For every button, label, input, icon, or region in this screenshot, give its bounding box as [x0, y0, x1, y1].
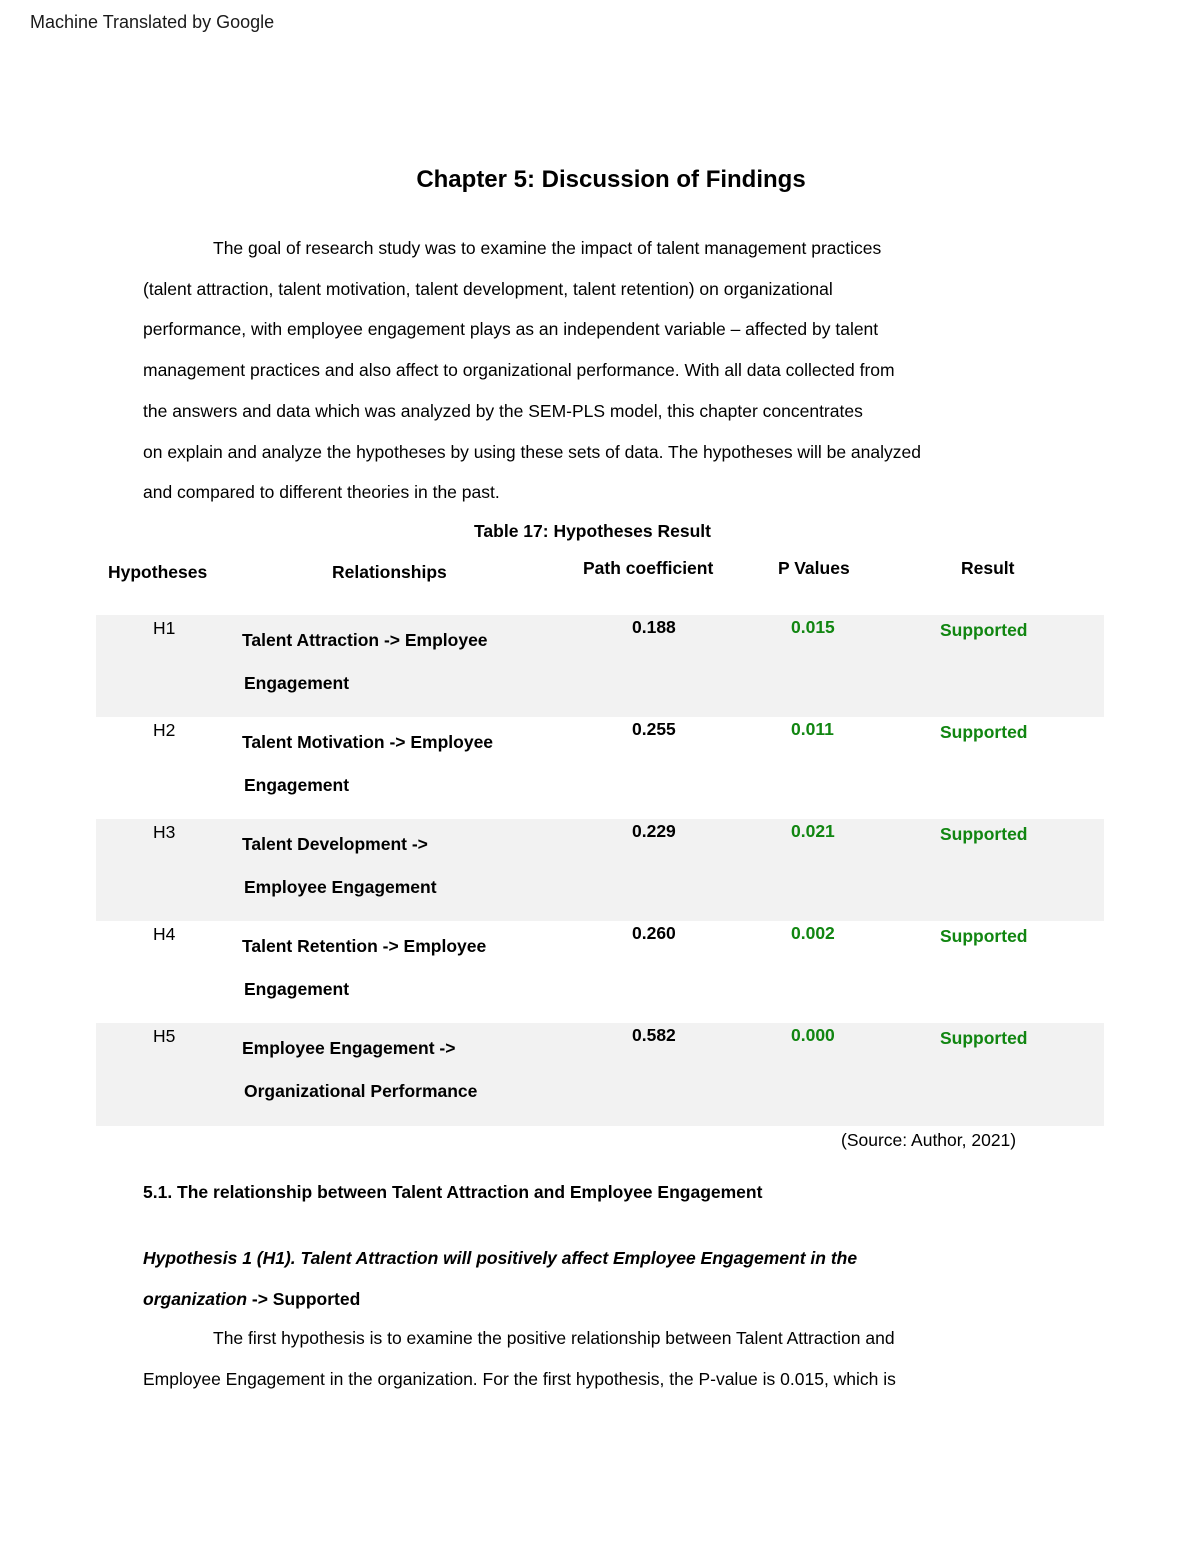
- table-row: [96, 615, 1104, 717]
- table-source-note: (Source: Author, 2021): [841, 1130, 1017, 1150]
- body-line: The first hypothesis is to examine the positive relationship between Talent Attraction and: [213, 1328, 895, 1348]
- relationship-cell: [242, 823, 562, 909]
- relationship-line: Talent Development ->: [242, 834, 428, 854]
- relationship-cell: [242, 619, 562, 705]
- path-coefficient: 0.582: [632, 1025, 676, 1045]
- relationship-line: Talent Attraction -> Employee: [242, 630, 488, 650]
- table-caption: Table 17: Hypotheses Result: [474, 521, 711, 541]
- relationship-line: Talent Retention -> Employee: [242, 936, 487, 956]
- p-value: 0.021: [791, 821, 835, 841]
- hypothesis-line: [143, 1238, 1043, 1279]
- result-badge: Supported: [940, 620, 1028, 640]
- path-coefficient: 0.260: [632, 923, 676, 943]
- result-badge: Supported: [940, 824, 1028, 844]
- hypothesis-id: H5: [153, 1026, 176, 1046]
- hypothesis-text: organization: [143, 1289, 248, 1309]
- intro-line: performance, with employee engagement plays as an independent variable – affected by talent: [143, 319, 879, 340]
- column-header-p-values: P Values: [778, 558, 850, 578]
- hypothesis-id: H3: [153, 822, 176, 842]
- p-value: 0.011: [791, 719, 834, 739]
- hypothesis-id: H2: [153, 720, 176, 740]
- result-badge: Supported: [940, 1028, 1028, 1048]
- relationship-line: Engagement: [244, 673, 350, 693]
- relationship-line: Employee Engagement: [244, 877, 437, 897]
- body-paragraph: [143, 1318, 1043, 1400]
- relationship-line: Organizational Performance: [244, 1081, 478, 1101]
- intro-line: the answers and data which was analyzed by the SEM-PLS model, this chapter concentrates: [143, 400, 863, 421]
- hypothesis-id: H1: [153, 618, 176, 638]
- column-header-path-coefficient: Path coefficient: [583, 558, 714, 578]
- intro-line: The goal of research study was to examine the impact of talent management practices: [213, 238, 882, 258]
- table-row: [96, 1023, 1104, 1126]
- chapter-title: Chapter 5: Discussion of Findings: [416, 166, 806, 193]
- intro-paragraph: [143, 228, 1043, 513]
- path-coefficient: 0.229: [632, 821, 676, 841]
- p-value: 0.000: [791, 1025, 835, 1045]
- result-badge: Supported: [940, 926, 1028, 946]
- p-value: 0.015: [791, 617, 835, 637]
- p-value: 0.002: [791, 923, 835, 943]
- table-body: [96, 615, 1104, 1126]
- body-line: Employee Engagement in the organization. For the first hypothesis, the P-value is 0.015, which is: [143, 1369, 896, 1389]
- table-row: [96, 717, 1104, 819]
- path-coefficient: 0.188: [632, 617, 676, 637]
- hypothesis-line: [143, 1279, 1043, 1320]
- relationship-line: Talent Motivation -> Employee: [242, 732, 494, 752]
- column-header-result: Result: [961, 558, 1015, 578]
- table-row: [96, 921, 1104, 1023]
- relationship-line: Engagement: [244, 775, 350, 795]
- relationship-cell: [242, 721, 562, 807]
- intro-line: (talent attraction, talent motivation, talent development, talent retention) on organizational: [143, 278, 833, 299]
- intro-line: management practices and also affect to organizational performance. With all data collected from: [143, 360, 895, 381]
- hypothesis-verdict: -> Supported: [247, 1289, 361, 1309]
- path-coefficient: 0.255: [632, 719, 676, 739]
- column-header-relationships: Relationships: [332, 562, 447, 582]
- relationship-cell: [242, 925, 562, 1011]
- hypothesis-text: Hypothesis 1 (H1). Talent Attraction will positively affect Employee Engagement in the: [143, 1248, 858, 1268]
- machine-translation-note: Machine Translated by Google: [30, 12, 275, 32]
- hypothesis-id: H4: [153, 924, 176, 944]
- result-badge: Supported: [940, 722, 1028, 742]
- column-header-hypotheses: Hypotheses: [108, 562, 208, 582]
- table-row: [96, 819, 1104, 921]
- hypothesis-statement: [143, 1238, 1043, 1320]
- intro-line: and compared to different theories in the past.: [143, 482, 500, 503]
- section-heading: 5.1. The relationship between Talent Attraction and Employee Engagement: [143, 1182, 763, 1202]
- relationship-line: Engagement: [244, 979, 350, 999]
- relationship-line: Employee Engagement ->: [242, 1038, 456, 1058]
- intro-line: on explain and analyze the hypotheses by using these sets of data. The hypotheses will be analyzed: [143, 441, 921, 462]
- relationship-cell: [242, 1027, 562, 1113]
